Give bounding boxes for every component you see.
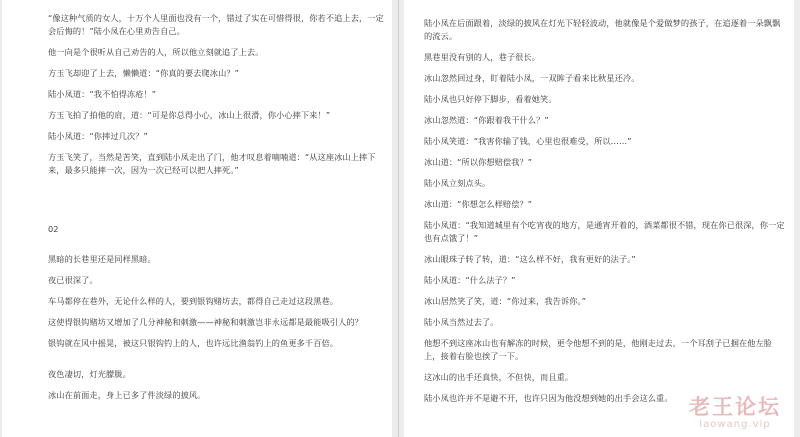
paragraph: 这冰山的出手还真快，不但快，而且重。 <box>424 372 574 382</box>
paragraph: 陆小凤也只好停下脚步，看着她笑。 <box>424 94 557 104</box>
right-page <box>404 0 794 437</box>
section-spacer <box>48 358 388 368</box>
paragraph: 陆小凤当然过去了。 <box>424 317 499 327</box>
paragraph: “像这种气质的女人，十万个人里面也没有一个，错过了实在可惜得很，你若不追上去，一定会后悔的！”陆小凤在心里劝告自己。 <box>48 13 384 36</box>
paragraph: 车马都停在巷外，无论什么样的人，要到银钩赌坊去，都得自己走过这段黑巷。 <box>48 296 339 306</box>
paragraph: 黑暗的长巷里还是同样黑暗。 <box>48 254 156 264</box>
paragraph: 夜已很深了。 <box>48 275 98 285</box>
site-watermark <box>680 395 790 435</box>
paragraph: 方玉飞拍了拍他的肩，道：“可是你总得小心，冰山上很滑，你小心摔下来！” <box>48 110 331 120</box>
paragraph: 冰山居然笑了笑，道：“你过来，我告诉你。” <box>424 296 587 306</box>
paragraph: 银钩就在风中摇晃，被这只银钩钓上的人，也许远比渔翁钓上的鱼更多千百倍。 <box>48 338 339 348</box>
paragraph: 冰山忽然回过身，盯着陆小凤，一双眸子看来比秋星还冷。 <box>424 73 640 83</box>
paragraph: 冰山忽然道：“你跟着我干什么？” <box>424 115 549 125</box>
paragraph: 冰山眼珠子转了转，道：“这么样不好，我有更好的法子。” <box>424 254 636 264</box>
watermark-url: laowang.vip <box>699 419 771 430</box>
paragraph: 陆小凤道：“我知道城里有个吃宵夜的地方，是通宵开着的，酒菜都很不错，现在你已很深，你一定也有点饿了！” <box>424 220 785 243</box>
paragraph: 方玉飞笑了，当然是苦笑，直到陆小凤走出了门，他才叹息着喃喃道：“从这座冰山上摔下来，最多只能摔一次，因为一次已经可以把人摔死。” <box>48 152 376 175</box>
paragraph: 冰山道：“你想怎么样赔偿？” <box>424 199 533 209</box>
paragraph: 陆小凤也许并不是避不开，也许只因为他没想到她的出手会这么重。 <box>424 393 673 403</box>
paragraph: 陆小凤在后面跟着，淡绿的披风在灯光下轻轻波动，他就像是个爱做梦的孩子，在追逐着一朵飘飘的流云。 <box>424 18 781 41</box>
section-spacer <box>48 185 388 223</box>
paragraph: 冰山道：“所以你想赔偿我？” <box>424 157 533 167</box>
paragraph: 陆小凤道：“你摔过几次？” <box>48 131 148 141</box>
chapter-number: 02 <box>48 224 59 234</box>
watermark-title: 老王论坛 <box>689 394 781 419</box>
paragraph: 陆小凤立刻点头。 <box>424 178 491 188</box>
page-gutter <box>398 0 399 437</box>
paragraph: 方玉飞却迎了上去，懒懒道：“你真的要去爬冰山？” <box>48 68 240 78</box>
left-page <box>2 0 392 437</box>
paragraph: 他一向是个很听从自己劝告的人，所以他立刻就追了上去。 <box>48 47 264 57</box>
paragraph: 这使得银钩赌坊又增加了几分神秘和刺激——神秘和刺激岂非永远都是最能吸引人的？ <box>48 317 363 327</box>
paragraph: 冰山在前面走，身上已多了件淡绿的披风。 <box>48 390 206 400</box>
right-page-content <box>424 17 786 413</box>
paragraph: 夜色凄切，灯光朦胧。 <box>48 369 131 379</box>
paragraph: 黑巷里没有别的人，巷子很长。 <box>424 52 541 62</box>
paragraph: 陆小凤道：“什么法子？” <box>424 275 516 285</box>
left-page-content <box>48 12 388 410</box>
paragraph: 他想不到这座冰山也有解冻的时候，更令他想不到的是，他刚走过去，一个耳刮子已掴在他左脸上，接着右脸也挨了一下。 <box>424 338 773 361</box>
paragraph: 陆小凤笑道：“我害你输了钱，心里也很难受，所以……” <box>424 136 632 146</box>
paragraph: 陆小凤道：“我不怕得冻疮！” <box>48 89 157 99</box>
